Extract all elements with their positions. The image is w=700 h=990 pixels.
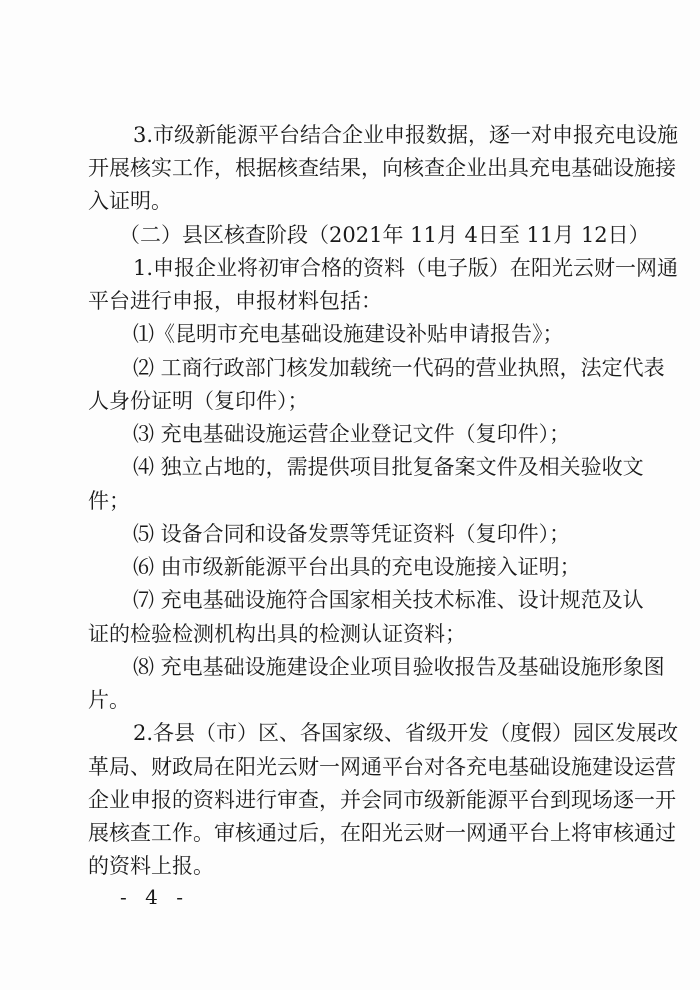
paragraph-line-5: 平台进行申报，申报材料包括：: [88, 289, 382, 313]
list-item-8: ⑻ 充电基础设施建设企业项目验收报告及基础设施形象图: [133, 655, 665, 679]
section-heading: （二）县区核查阶段（2021年 11月 4日至 11月 12日）: [119, 223, 650, 247]
paragraph-line-10: 的资料上报。: [88, 854, 214, 878]
list-item-4: ⑷ 独立占地的，需提供项目批复备案文件及相关验收文: [133, 455, 644, 479]
page-number: - 4 -: [120, 885, 189, 909]
list-item-5: ⑸ 设备合同和设备发票等凭证资料（复印件）；: [133, 522, 571, 546]
paragraph-line-2: 开展核实工作，根据核查结果，向核查企业出具充电基础设施接: [88, 156, 676, 180]
list-item-4-cont: 件；: [88, 489, 130, 513]
list-item-8-cont: 片。: [88, 688, 130, 712]
paragraph-line-8: 企业申报的资料进行审查，并会同市级新能源平台到现场逐一开: [88, 788, 676, 812]
list-item-7: ⑺ 充电基础设施符合国家相关技术标准、设计规范及认: [133, 588, 644, 612]
paragraph-line-3: 入证明。: [88, 189, 172, 213]
list-item-1: ⑴《昆明市充电基础设施建设补贴申请报告》；: [133, 322, 564, 346]
list-item-2: ⑵ 工商行政部门核发加载统一代码的营业执照，法定代表: [133, 356, 665, 380]
paragraph-line-7: 革局、财政局在阳光云财一网通平台对各充电基础设施建设运营: [88, 755, 676, 779]
paragraph-line-6: 2.各县（市）区、各国家级、省级开发（度假）园区发展改: [133, 721, 679, 745]
list-item-7-cont: 证的检验检测机构出具的检测认证资料；: [88, 622, 466, 646]
paragraph-line-9: 展核查工作。审核通过后，在阳光云财一网通平台上将审核通过: [88, 821, 676, 845]
list-item-2-cont: 人身份证明（复印件）；: [88, 389, 309, 413]
paragraph-line-1: 3.市级新能源平台结合企业申报数据，逐一对申报充电设施: [133, 123, 679, 147]
list-item-3: ⑶ 充电基础设施运营企业登记文件（复印件）；: [133, 422, 571, 446]
list-item-6: ⑹ 由市级新能源平台出具的充电设施接入证明；: [133, 555, 581, 579]
paragraph-line-4: 1.申报企业将初审合格的资料（电子版）在阳光云财一网通: [133, 256, 679, 280]
